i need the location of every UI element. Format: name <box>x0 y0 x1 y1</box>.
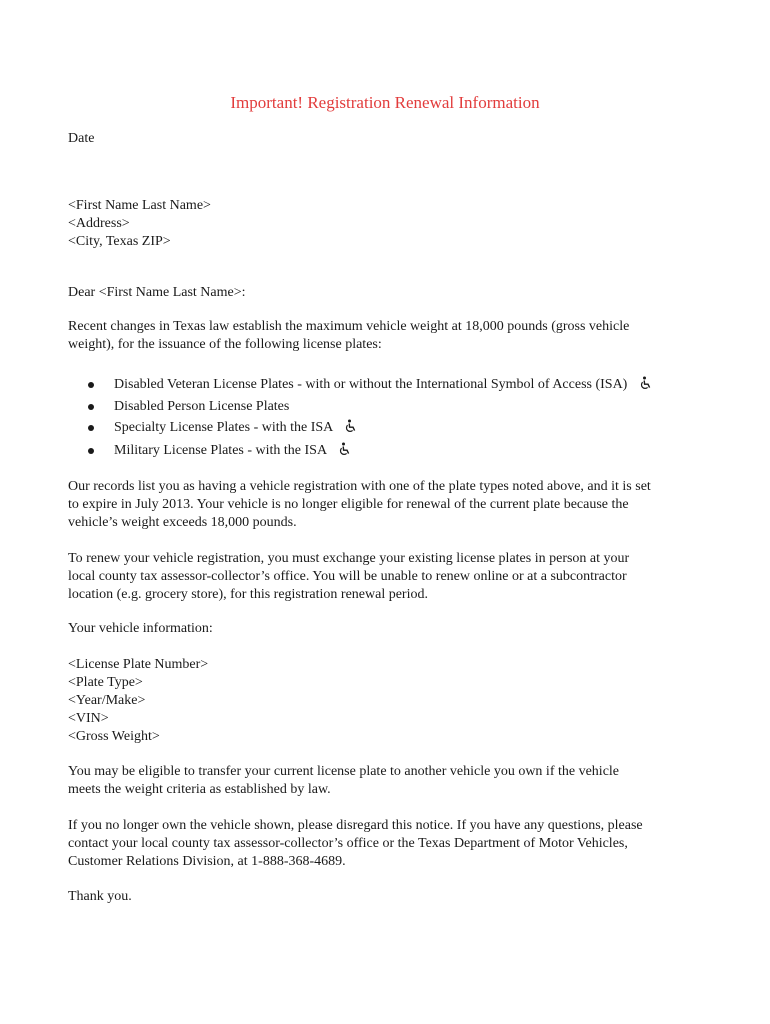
plate-type-label: Military License Plates - with the ISA <box>114 442 327 458</box>
bullet-icon <box>88 382 94 388</box>
date-field: Date <box>68 131 95 146</box>
recipient-block <box>68 197 708 251</box>
contact-line: Customer Relations Division, at 1-888-368-4689. <box>68 854 346 869</box>
plate-type-label: Disabled Veteran License Plates - with or without the International Symbol of Access (ISA) <box>114 377 628 392</box>
records-line: vehicle’s weight exceeds 18,000 pounds. <box>68 515 297 530</box>
wheelchair-icon <box>344 419 358 433</box>
salutation: Dear <First Name Last Name>: <box>68 285 246 300</box>
list-item <box>88 397 728 417</box>
recipient-city: <City, Texas ZIP> <box>68 234 171 249</box>
recipient-address: <Address> <box>68 216 130 231</box>
vehicle-gross-weight: <Gross Weight> <box>68 729 160 744</box>
intro-line: weight), for the issuance of the following license plates: <box>68 337 382 352</box>
vehicle-info-block <box>68 656 708 746</box>
renew-line: local county tax assessor-collector’s office. You will be unable to renew online or at a subcontractor <box>68 569 627 584</box>
transfer-paragraph <box>68 763 708 799</box>
transfer-line: You may be eligible to transfer your current license plate to another vehicle you own if the vehicle <box>68 764 620 779</box>
records-line: Our records list you as having a vehicle registration with one of the plate types noted above, and it is set <box>68 479 651 494</box>
records-paragraph <box>68 478 708 532</box>
list-item <box>88 418 728 438</box>
plate-type-label: Disabled Person License Plates <box>114 398 290 414</box>
contact-line: contact your local county tax assessor-collector’s office or the Texas Department of Motor Vehicles, <box>68 836 628 851</box>
plate-type-list <box>88 375 728 462</box>
bullet-icon <box>88 425 94 431</box>
wheelchair-icon <box>338 442 352 456</box>
intro-paragraph <box>68 318 708 354</box>
vehicle-year-make: <Year/Make> <box>68 693 146 708</box>
list-item <box>88 375 728 395</box>
renew-line: To renew your vehicle registration, you must exchange your existing license plates in person at your <box>68 551 630 566</box>
letter-title: Important! Registration Renewal Information <box>230 93 540 112</box>
transfer-line: meets the weight criteria as established by law. <box>68 782 331 797</box>
contact-paragraph <box>68 817 708 871</box>
recipient-name: <First Name Last Name> <box>68 198 211 213</box>
vehicle-vin: <VIN> <box>68 711 109 726</box>
plate-type-label: Specialty License Plates - with the ISA <box>114 420 333 435</box>
bullet-icon <box>88 404 94 410</box>
records-line: to expire in July 2013. Your vehicle is no longer eligible for renewal of the current plate because the <box>68 497 629 512</box>
vehicle-plate-number: <License Plate Number> <box>68 657 209 672</box>
intro-line: Recent changes in Texas law establish the maximum vehicle weight at 18,000 pounds (gross vehicle <box>68 319 630 334</box>
vehicle-info-label: Your vehicle information: <box>68 621 213 636</box>
wheelchair-icon <box>639 376 653 390</box>
bullet-icon <box>88 448 94 454</box>
list-item <box>88 441 728 461</box>
renew-paragraph <box>68 550 708 604</box>
renew-line: location (e.g. grocery store), for this registration renewal period. <box>68 587 428 602</box>
contact-line: If you no longer own the vehicle shown, please disregard this notice. If you have any questions, please <box>68 818 643 833</box>
closing: Thank you. <box>68 889 132 904</box>
vehicle-plate-type: <Plate Type> <box>68 675 143 690</box>
